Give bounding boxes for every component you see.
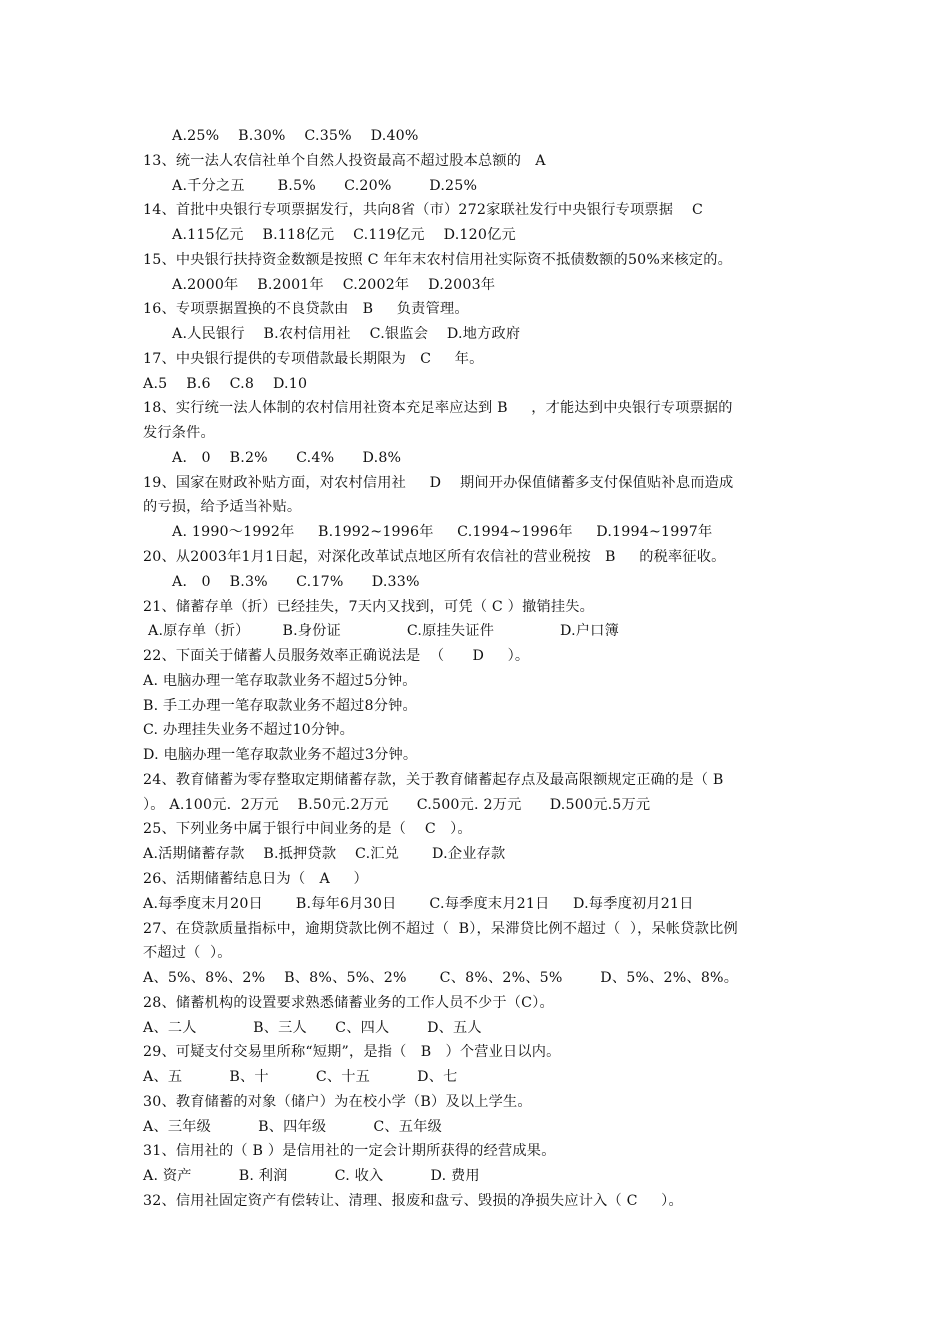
question-14: 14、首批中央银行专项票据发行，共向8省（市）272家联社发行中央银行专项票据 C xyxy=(143,202,704,219)
answer-options-14: A.115亿元 B.118亿元 C.119亿元 D.120亿元 xyxy=(172,227,516,244)
question-24: 24、教育储蓄为零存整取定期储蓄存款，关于教育储蓄起存点及最高限额规定正确的是（ B xyxy=(143,771,724,788)
question-28: 28、储蓄机构的设置要求熟悉储蓄业务的工作人员不少于（C）。 xyxy=(143,994,554,1011)
question-31: 31、信用社的（ B ）是信用社的一定会计期所获得的经营成果。 xyxy=(143,1143,556,1160)
answer-options-20: A． 0 B.3% C.17% D.33% xyxy=(172,573,420,590)
answer-options-28: A、二人 B、三人 C、四人 D、五人 xyxy=(143,1019,482,1036)
question-list xyxy=(0,124,950,1214)
question-17: 17、中央银行提供的专项借款最长期限为 C 年。 xyxy=(143,350,484,367)
question-20: 20、从2003年1月1日起，对深化改革试点地区所有农信社的营业税按 B 的税率征收。 xyxy=(143,549,726,566)
answer-options-30: A、三年级 B、四年级 C、五年级 xyxy=(143,1118,442,1135)
answer-options-27: A、5%、8%、2% B、8%、5%、2% C、8%、2%、5% D、5%、2%、8%。 xyxy=(143,970,739,987)
question-21: 21、储蓄存单（折）已经挂失，7天内又找到，可凭（ C ）撤销挂失。 xyxy=(143,598,595,615)
question-29: 29、可疑支付交易里所称“短期”，是指（ B ）个营业日以内。 xyxy=(143,1044,561,1061)
question-25: 25、下列业务中属于银行中间业务的是（ C ）。 xyxy=(143,821,472,838)
answer-option-22b: B. 手工办理一笔存取款业务不超过8分钟。 xyxy=(143,697,417,714)
answer-options-26: A.每季度末月20日 B.每年6月30日 C.每季度末月21日 D.每季度初月21日 xyxy=(143,895,694,912)
answer-options-12: A.25% B.30% C.35% D.40% xyxy=(172,128,419,144)
answer-option-22a: A. 电脑办理一笔存取款业务不超过5分钟。 xyxy=(143,672,417,689)
answer-options-31: A. 资产 B. 利润 C. 收入 D. 费用 xyxy=(143,1168,480,1185)
answer-options-24: ）。 A.100元. 2万元 B.50元.2万元 C.500元. 2万元 D.500元.5万元 xyxy=(143,796,651,813)
answer-option-22c: C. 办理挂失业务不超过10分钟。 xyxy=(143,722,355,739)
answer-options-16: A.人民银行 B.农村信用社 C.银监会 D.地方政府 xyxy=(172,326,521,343)
question-18-continued: 发行条件。 xyxy=(143,425,215,442)
question-19: 19、国家在财政补贴方面，对农村信用社 D 期间开办保值储蓄多支付保值贴补息而造成 xyxy=(143,474,734,491)
answer-options-13: A.千分之五 B.5% C.20% D.25% xyxy=(172,177,478,194)
question-16: 16、专项票据置换的不良贷款由 B 负责管理。 xyxy=(143,301,469,318)
answer-option-22d: D. 电脑办理一笔存取款业务不超过3分钟。 xyxy=(143,747,418,764)
question-30: 30、教育储蓄的对象（储户）为在校小学（B）及以上学生。 xyxy=(143,1093,532,1110)
answer-options-29: A、五 B、十 C、十五 D、七 xyxy=(143,1069,458,1086)
question-26: 26、活期储蓄结息日为（ A ） xyxy=(143,870,368,887)
question-13: 13、统一法人农信社单个自然人投资最高不超过股本总额的 A xyxy=(143,152,546,169)
answer-options-15: A.2000年 B.2001年 C.2002年 D.2003年 xyxy=(172,276,496,293)
answer-options-19: A. 1990～1992年 B.1992~1996年 C.1994~1996年 D.1994~1997年 xyxy=(172,524,713,541)
question-27-continued: 不超过（ ）。 xyxy=(143,945,232,962)
question-19-continued: 的亏损，给予适当补贴。 xyxy=(143,499,302,516)
question-15: 15、中央银行扶持资金数额是按照 C 年年末农村信用社实际资不抵债数额的50%来核定的。 xyxy=(143,251,733,268)
question-22: 22、下面关于储蓄人员服务效率正确说法是 （ D ）。 xyxy=(143,648,530,665)
answer-options-25: A.活期储蓄存款 B.抵押贷款 C.汇兑 D.企业存款 xyxy=(143,846,506,863)
answer-options-17: A.5 B.6 C.8 D.10 xyxy=(143,375,308,392)
question-32: 32、信用社固定资产有偿转让、清理、报废和盘亏、毁损的净损失应计入（ C ）。 xyxy=(143,1192,683,1209)
question-18: 18、实行统一法人体制的农村信用社资本充足率应达到 B ，才能达到中央银行专项票据的 xyxy=(143,400,733,417)
question-27: 27、在贷款质量指标中，逾期贷款比例不超过（ B），呆滞贷比例不超过（ ），呆帐贷款比例 xyxy=(143,920,738,937)
answer-options-21: A.原存单（折） B.身份证 C.原挂失证件 D.户口簿 xyxy=(148,623,619,640)
answer-options-18: A． 0 B.2% C.4% D.8% xyxy=(172,449,402,466)
